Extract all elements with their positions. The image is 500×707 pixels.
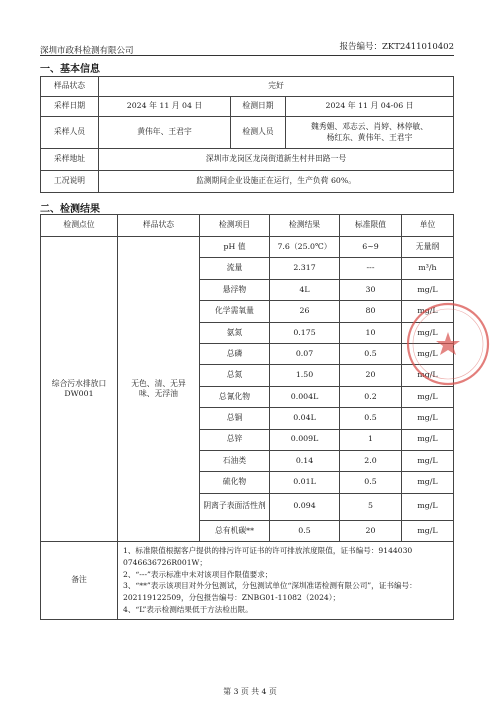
cell-unit: mg/L bbox=[402, 386, 454, 407]
cell-result: 26 bbox=[270, 301, 340, 322]
cell-item: 总锌 bbox=[200, 429, 270, 450]
cell-item: 流量 bbox=[200, 258, 270, 279]
cell-unit: mg/L bbox=[402, 365, 454, 386]
cell-limit: 10 bbox=[340, 322, 402, 343]
row-personnel bbox=[41, 117, 454, 149]
cell-result: 0.009L bbox=[270, 429, 340, 450]
cell-item: 总磷 bbox=[200, 343, 270, 364]
cell-result: 0.094 bbox=[270, 493, 340, 520]
cell-limit: 0.5 bbox=[340, 343, 402, 364]
point-line-2: DW001 bbox=[64, 389, 94, 399]
remark-line3: 2、“---”表示标准中未对该项目作限值要求； bbox=[123, 569, 273, 579]
header-state: 样品状态 bbox=[118, 215, 200, 237]
cell-label: 采样人员 bbox=[41, 117, 99, 149]
cell-unit: m³/h bbox=[402, 258, 454, 279]
row-sample-state bbox=[41, 77, 454, 97]
cell-unit: 无量纲 bbox=[402, 237, 454, 258]
cell-result: 0.175 bbox=[270, 322, 340, 343]
point-line-1: 综合污水排放口 bbox=[51, 378, 107, 388]
cell-label: 采样日期 bbox=[41, 97, 99, 117]
cell-unit: mg/L bbox=[402, 343, 454, 364]
cell-value bbox=[286, 117, 454, 149]
cell-result: 2.317 bbox=[270, 258, 340, 279]
cell-result: 1.50 bbox=[270, 365, 340, 386]
cell-value: 2024 年 11 月 04 日 bbox=[99, 97, 231, 117]
section-basic-title: 一、基本信息 bbox=[40, 64, 100, 75]
cell-limit: 0.2 bbox=[340, 386, 402, 407]
header-divider bbox=[40, 55, 454, 56]
cell-limit: 0.5 bbox=[340, 408, 402, 429]
cell-unit: mg/L bbox=[402, 493, 454, 520]
cell-value: 黄伟年、王君宇 bbox=[99, 117, 231, 149]
cell-value: 完好 bbox=[99, 77, 454, 97]
cell-label: 工况说明 bbox=[41, 171, 99, 193]
cell-limit: --- bbox=[340, 258, 402, 279]
state-line-1: 无色、清、无异 bbox=[131, 378, 186, 388]
cell-result: 0.004L bbox=[270, 386, 340, 407]
cell-limit: 5 bbox=[340, 493, 402, 520]
cell-value: 监测期间企业设施正在运行，生产负荷 60%。 bbox=[99, 171, 454, 193]
cell-item: 硫化物 bbox=[200, 472, 270, 493]
cell-label: 样品状态 bbox=[41, 77, 99, 97]
cell-unit: mg/L bbox=[402, 408, 454, 429]
remarks-label: 备注 bbox=[41, 542, 118, 620]
company-name: 深圳市政科检测有限公司 bbox=[40, 46, 134, 56]
cell-value: 2024 年 11 月 04-06 日 bbox=[286, 97, 454, 117]
header-point: 检测点位 bbox=[41, 215, 118, 237]
cell-label: 检测日期 bbox=[231, 97, 286, 117]
cell-item: 石油类 bbox=[200, 450, 270, 471]
cell-item: 阴离子表面活性剂 bbox=[200, 493, 270, 520]
section-results-title: 二、检测结果 bbox=[40, 204, 100, 215]
cell-label: 检测人员 bbox=[231, 117, 286, 149]
header-unit: 单位 bbox=[402, 215, 454, 237]
cell-result: 0.14 bbox=[270, 450, 340, 471]
cell-item: 氨氮 bbox=[200, 322, 270, 343]
header-item: 检测项目 bbox=[200, 215, 270, 237]
cell-result: 0.04L bbox=[270, 408, 340, 429]
remark-line6: 4、“L”表示检测结果低于方法检出限。 bbox=[123, 604, 253, 614]
cell-result: 0.07 bbox=[270, 343, 340, 364]
page-footer: 第 3 页 共 4 页 bbox=[223, 687, 277, 696]
cell-unit: mg/L bbox=[402, 322, 454, 343]
cell-unit: mg/L bbox=[402, 301, 454, 322]
cell-item: 总有机碳** bbox=[200, 520, 270, 541]
cell-result: 7.6（25.0℃） bbox=[270, 237, 340, 258]
cell-limit: 20 bbox=[340, 520, 402, 541]
cell-sample-state bbox=[118, 237, 200, 542]
cell-item: 总铜 bbox=[200, 408, 270, 429]
report-number-label: 报告编号： bbox=[339, 42, 382, 52]
cell-limit: 1 bbox=[340, 429, 402, 450]
report-number-value: ZKT2411010402 bbox=[381, 42, 454, 52]
state-line-2: 味、无浮油 bbox=[139, 389, 178, 399]
basic-info-table bbox=[40, 76, 454, 193]
cell-point bbox=[41, 237, 118, 542]
remark-line1: 1、标准限值根据客户提供的排污许可证书的许可排放浓度限值，证书编号：9144030 bbox=[123, 546, 413, 556]
cell-limit: 2.0 bbox=[340, 450, 402, 471]
cell-result: 0.01L bbox=[270, 472, 340, 493]
cell-limit: 30 bbox=[340, 279, 402, 300]
cell-limit: 20 bbox=[340, 365, 402, 386]
remark-line2: 0746636726R001W； bbox=[123, 557, 207, 567]
row-condition bbox=[41, 171, 454, 193]
cell-unit: mg/L bbox=[402, 472, 454, 493]
cell-item: 总氰化物 bbox=[200, 386, 270, 407]
header-limit: 标准限值 bbox=[340, 215, 402, 237]
results-table bbox=[40, 214, 454, 620]
cell-unit: mg/L bbox=[402, 450, 454, 471]
cell-result: 0.5 bbox=[270, 520, 340, 541]
header-result: 检测结果 bbox=[270, 215, 340, 237]
cell-item: 悬浮物 bbox=[200, 279, 270, 300]
cell-unit: mg/L bbox=[402, 429, 454, 450]
results-header-row bbox=[41, 215, 454, 237]
testers-line-1: 魏秀媚、邓志云、肖婷、林停敏、 bbox=[311, 121, 428, 131]
remarks-text bbox=[118, 542, 454, 620]
remark-line5: 202119122509，分包报告编号：ZNBG01-11082（2024）； bbox=[123, 593, 341, 603]
cell-label: 采样地址 bbox=[41, 149, 99, 171]
cell-limit: 6~9 bbox=[340, 237, 402, 258]
cell-item: pH 值 bbox=[200, 237, 270, 258]
cell-unit: mg/L bbox=[402, 520, 454, 541]
table-row bbox=[41, 237, 454, 258]
cell-unit: mg/L bbox=[402, 279, 454, 300]
remarks-row bbox=[41, 542, 454, 620]
cell-limit: 80 bbox=[340, 301, 402, 322]
cell-item: 总氮 bbox=[200, 365, 270, 386]
row-location bbox=[41, 149, 454, 171]
cell-limit: 0.5 bbox=[340, 472, 402, 493]
company-seal-stamp bbox=[404, 300, 492, 388]
cell-item: 化学需氧量 bbox=[200, 301, 270, 322]
report-number bbox=[339, 40, 454, 52]
remark-line4: 3、“**”表示该项目对外分包测试，分包测试单位“深圳准诺检测有限公司”，证书编号： bbox=[123, 581, 417, 591]
testers-line-2: 杨红东、黄伟年、王君宇 bbox=[326, 132, 413, 142]
cell-value: 深圳市龙岗区龙岗街道新生村井田路一号 bbox=[99, 149, 454, 171]
row-dates bbox=[41, 97, 454, 117]
cell-result: 4L bbox=[270, 279, 340, 300]
